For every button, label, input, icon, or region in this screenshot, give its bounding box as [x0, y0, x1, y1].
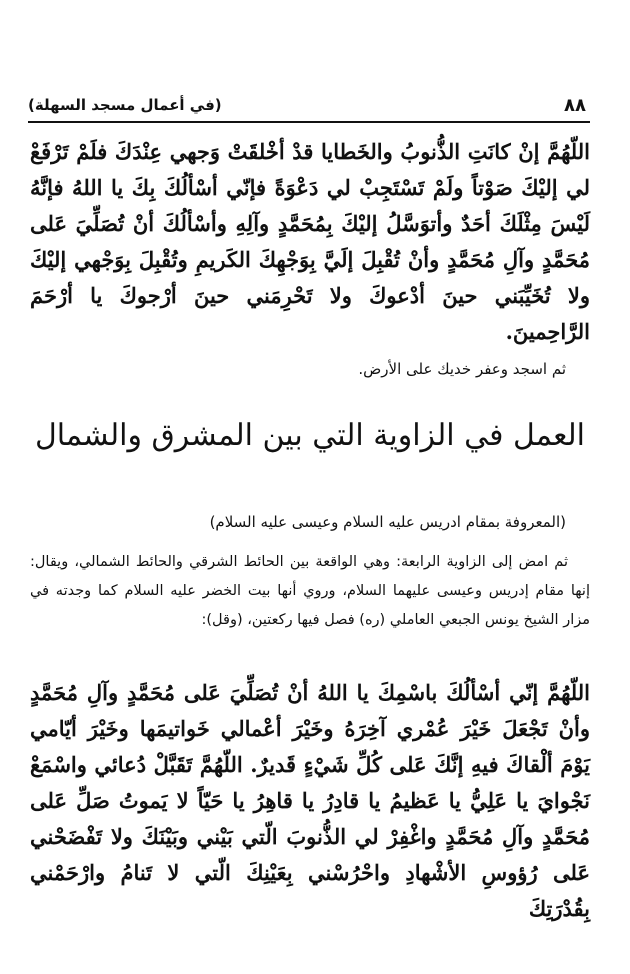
running-title: (في أعمال مسجد السهلة)	[28, 96, 222, 114]
prayer-paragraph-2: اللّهُمَّ إنّي أسْألُكَ باسْمِكَ يا اللهُ أنْ تُصَلِّيَ عَلى مُحَمَّدٍ وآلِ مُحَمَّدٍ وأنْ تَجْعَلَ خَيْرَ عُمْري آخِرَهُ وخَيْرَ أعْمالي خَواتيمَها وخَيْرَ أيّامي يَوْمَ ألْقاكَ فيهِ إنَّكَ عَلى كُلِّ شَيْءٍ قَديرٌ. اللّهُمَّ تَقَبَّلْ دُعائي واسْمَعْ نَجْوايَ يا عَلِيُّ يا عَظيمُ يا قادِرُ يا قاهِرُ يا حَيّاً لا يَموتُ صَلِّ عَلى مُحَمَّدٍ وآلِ مُحَمَّدٍ واغْفِرْ لي الذُّنوبَ الّتي بَيْني وبَيْنَكَ ولا تَفْضَحْني عَلى رُؤوسِ الأشْهادِ واحْرُسْني بِعَيْنِكَ الّتي لا تَنامُ وارْحَمْني بِقُدْرَتِكَ	[30, 680, 590, 921]
page-number: ٨٨	[564, 94, 586, 116]
instruction-text: ثم اسجد وعفر خديك على الأرض.	[358, 360, 566, 378]
description-paragraph: ثم امض إلى الزاوية الرابعة: وهي الواقعة بين الحائط الشرقي والحائط الشمالي، ويقال: إنها مقام إدريس وعيسى عليهما السلام، وروي أنها بيت الخضر عليه السلام كما وجدته في مزار الشيخ يونس الجبعي العاملي (ره) فصل فيها ركعتين، (وقل):	[30, 554, 590, 628]
page-header	[28, 92, 586, 118]
section-subheading: (المعروفة بمقام ادريس عليه السلام وعيسى عليه السلام)	[209, 513, 566, 531]
section-heading: العمل في الزاوية التي بين المشرق والشمال	[34, 418, 586, 453]
prayer-paragraph-1: اللّهُمَّ إنْ كانَتِ الذُّنوبُ والخَطايا قدْ أخْلقَتْ وَجهي عِنْدَكَ فلَمْ تَرْفَعْ لي إليْكَ صَوْتاً ولَمْ تَسْتَجِبْ لي دَعْوَةً فإنّي أسْألُكَ بِكَ يا اللهُ فإنَّهُ لَيْسَ مِثْلَكَ أحَدٌ وأتوَسَّلُ إليْكَ بِمُحَمَّدٍ وآلِهِ وأسْألُكَ أنْ تُصَلِّيَ عَلى مُحَمَّدٍ وآلِ مُحَمَّدٍ وأنْ تُقْبِلَ إلَيَّ بِوَجْهِكَ الكَريمِ وتُقْبِلَ بِوَجْهي إليْكَ ولا تُخَيِّبَني حينَ أدْعوكَ ولا تَحْرِمَني حينَ أرْجوكَ يا أرْحَمَ الرَّاحِمينَ.	[30, 139, 590, 344]
header-rule	[28, 121, 590, 123]
